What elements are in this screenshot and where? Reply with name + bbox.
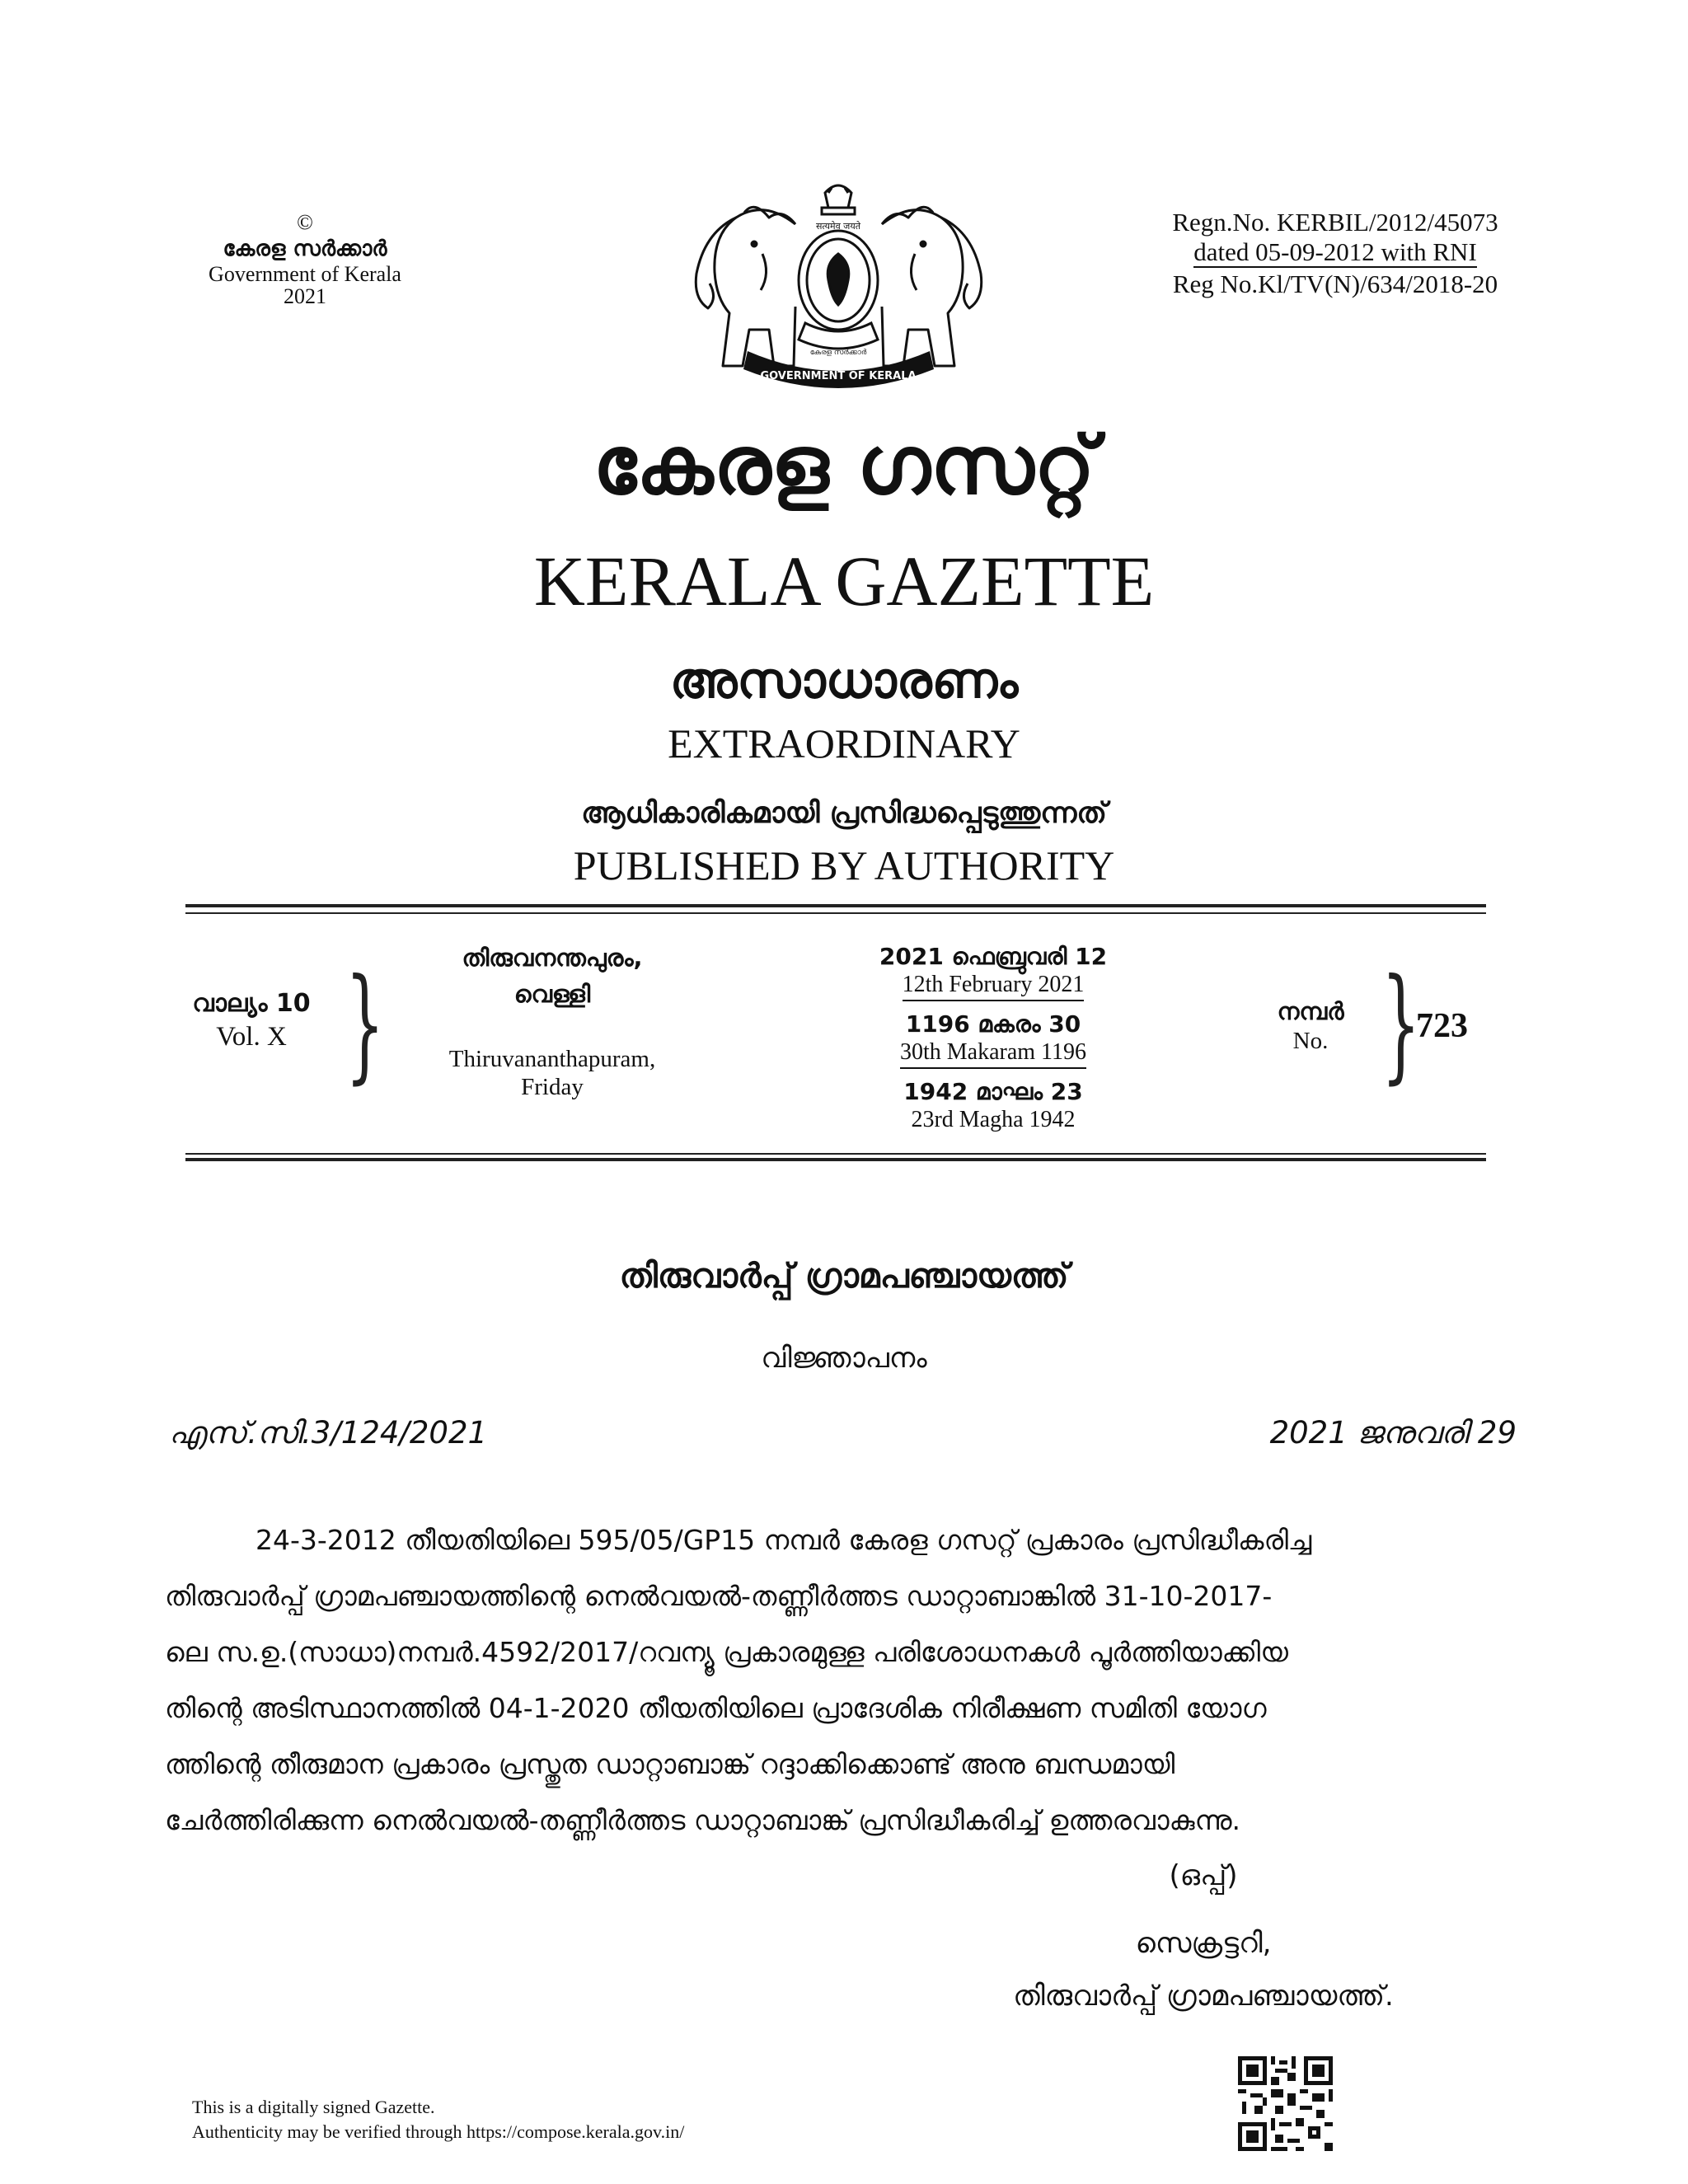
date1-en: 12th February 2021 — [903, 972, 1085, 1001]
volume-en: Vol. X — [216, 1022, 287, 1052]
top-rule-thin — [185, 912, 1486, 914]
day-ml: വെള്ളി — [513, 980, 591, 1008]
notice-heading: തിരുവാർപ്പ് ഗ്രാമപഞ്ചായത്ത് — [619, 1256, 1069, 1296]
date-block — [824, 942, 1162, 1133]
authority-en: PUBLISHED BY AUTHORITY — [573, 842, 1115, 888]
notice-subheading: വിജ്ഞാപനം — [761, 1342, 927, 1375]
footer-line-1: This is a digitally signed Gazette. — [192, 2097, 435, 2117]
copyright-year: 2021 — [284, 284, 326, 308]
registration-line-2: dated 05-09-2012 with RNI — [1193, 237, 1477, 266]
number-ml: നമ്പർ — [1277, 997, 1344, 1025]
day-en: Friday — [521, 1074, 584, 1100]
volume-brace: } — [345, 953, 385, 1096]
place-en: Thiruvananthapuram, — [448, 1046, 656, 1072]
bottom-rule-thin — [185, 1153, 1486, 1155]
right-elephant-icon — [882, 207, 982, 366]
signatory-org: തിരുവാർപ്പ് ഗ്രാമപഞ്ചായത്ത്. — [1013, 1980, 1394, 2013]
registration-line-1: Regn.No. KERBIL/2012/45073 — [1172, 208, 1498, 237]
registration-line-3: Reg No.Kl/TV(N)/634/2018-20 — [1172, 269, 1498, 298]
date3-ml: 1942 മാഘം 23 — [903, 1078, 1083, 1105]
copyright-org-en: Government of Kerala — [209, 262, 401, 286]
conch-shield-icon — [799, 231, 878, 349]
signature-block — [956, 1854, 1451, 2018]
notice-reference: എസ്.സി.3/124/2021 — [169, 1415, 488, 1451]
authority-ml: ആധികാരികമായി പ്രസിദ്ധപ്പെടുത്തുന്നത് — [581, 797, 1107, 830]
title-ml: കേരള ഗസറ്റ് — [593, 419, 1095, 513]
type-en: EXTRAORDINARY — [668, 720, 1020, 766]
emblem-inner-text: കേരള സർക്കാർ — [809, 349, 867, 357]
left-elephant-icon — [696, 207, 795, 366]
volume-ml: വാല്യം 10 — [192, 989, 311, 1018]
notice-line: തിന്റെ അടിസ്ഥാനത്തിൽ 04-1-2020 തീയതിയിലെ പ്രാദേശിക നിരീക്ഷണ സമിതി യോഗ — [165, 1692, 1267, 1724]
place-block — [412, 940, 692, 1101]
notice-line: 24-3-2012 തീയതിയിലെ 595/05/GP15 നമ്പർ കേരള ഗസറ്റ് പ്രകാരം പ്രസിദ്ധീകരിച്ച — [256, 1524, 1312, 1556]
place-ml: തിരുവനന്തപുരം, — [462, 944, 643, 972]
copyright-symbol: © — [297, 210, 313, 234]
title-en: KERALA GAZETTE — [533, 541, 1155, 621]
kerala-emblem — [672, 175, 1006, 389]
signatory-title: സെക്രട്ടറി, — [1135, 1927, 1272, 1960]
notice-body — [165, 1512, 1517, 1849]
footer-note — [192, 2095, 684, 2144]
issue-number: 723 — [1416, 1007, 1468, 1045]
date2-ml: 1196 മകരം 30 — [905, 1010, 1081, 1038]
emblem-motto: सत्यमेव जयते — [815, 221, 861, 232]
lion-capital-icon — [822, 185, 855, 214]
notice-date: 2021 ജനുവരി 29 — [1269, 1415, 1517, 1451]
emblem-ribbon-text: GOVERNMENT OF KERALA — [760, 370, 917, 382]
notice-line: ചേർത്തിരിക്കുന്ന നെൽവയൽ-തണ്ണീർത്തട ഡാറ്റാബാങ്ക് പ്രസിദ്ധീകരിച്ച് ഉത്തരവാകുന്നു. — [165, 1804, 1241, 1836]
copyright-block — [165, 210, 445, 307]
notice-line: ത്തിന്റെ തീരുമാന പ്രകാരം പ്രസ്തുത ഡാറ്റാബാങ്ക് റദ്ദാക്കിക്കൊണ്ട് അനു ബന്ധമായി — [165, 1748, 1175, 1780]
signed-mark: (ഒപ്പ്) — [1169, 1859, 1238, 1892]
notice-line: തിരുവാർപ്പ് ഗ്രാമപഞ്ചായത്തിന്റെ നെൽവയൽ-തണ്ണീർത്തട ഡാറ്റാബാങ്കിൽ 31-10-2017- — [165, 1580, 1273, 1612]
date3-en: 23rd Magha 1942 — [911, 1107, 1076, 1132]
notice-line: ലെ സ.ഉ.(സാധാ)നമ്പർ.4592/2017/റവന്യൂ പ്രകാരമുള്ള പരിശോധനകൾ പൂർത്തിയാക്കിയ — [165, 1636, 1288, 1668]
number-brace: } — [1381, 953, 1421, 1096]
date2-en: 30th Makaram 1196 — [900, 1039, 1086, 1069]
copyright-org-ml: കേരള സർക്കാർ — [223, 237, 387, 261]
footer-line-2: Authenticity may be verified through https://compose.kerala.gov.in/ — [192, 2121, 685, 2142]
number-label-block — [1245, 996, 1376, 1055]
number-en: No. — [1292, 1028, 1329, 1054]
type-ml: അസാധാരണം — [669, 652, 1019, 710]
qr-code-icon — [1234, 2052, 1337, 2155]
bottom-rule-thick — [185, 1158, 1486, 1161]
volume-block — [165, 987, 338, 1053]
top-rule-thick — [185, 904, 1486, 907]
date1-ml: 2021 ഫെബ്രുവരി 12 — [879, 943, 1108, 970]
registration-block — [1121, 208, 1550, 301]
